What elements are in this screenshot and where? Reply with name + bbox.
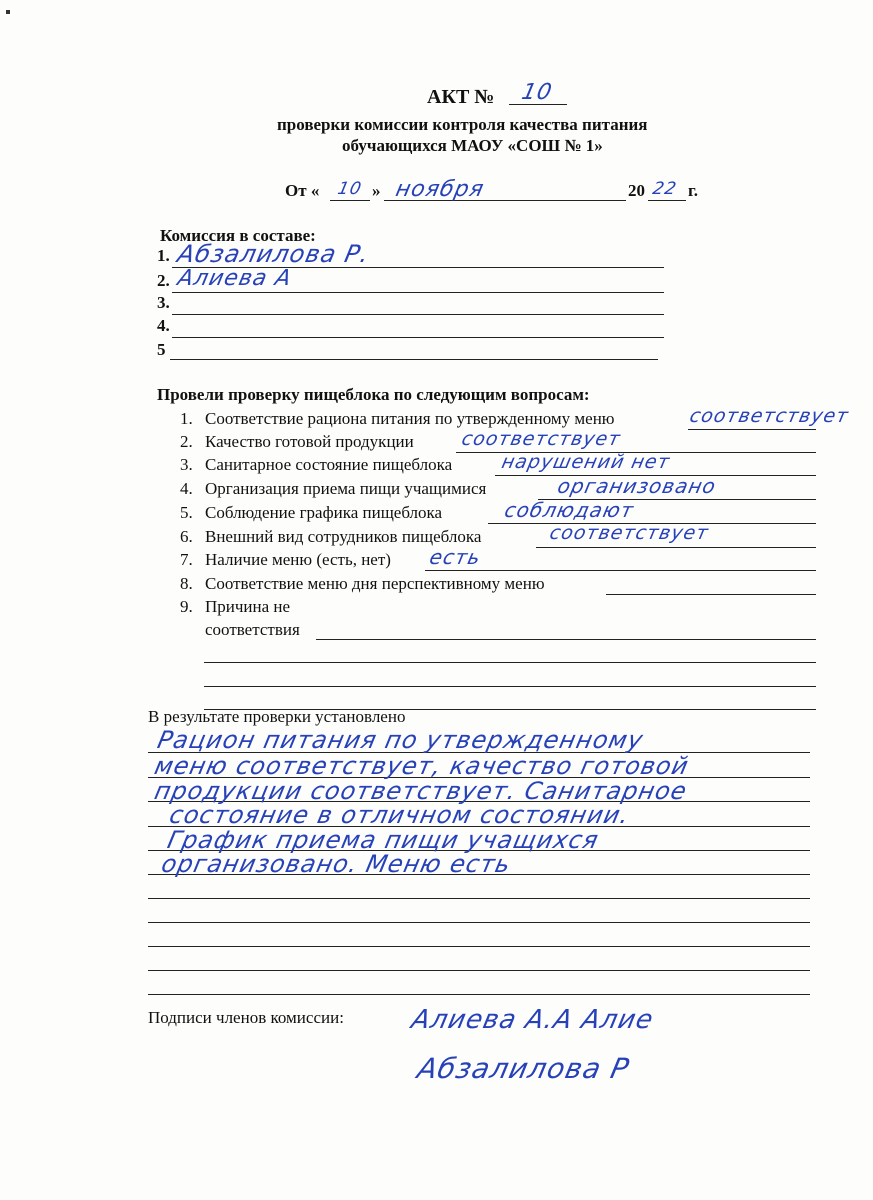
date-close-quote: » [372, 181, 381, 200]
subtitle-line-2: обучающихся МАОУ «СОШ № 1» [342, 136, 603, 155]
reason-line-3 [204, 686, 816, 687]
member-num-1: 1. [157, 246, 170, 265]
result-rule-7 [148, 898, 810, 899]
member-line-4 [172, 337, 664, 338]
item-answer-4: организовано [555, 474, 719, 498]
item-num-8: 8. [180, 574, 193, 593]
item-answer-1: соответствует [687, 405, 851, 427]
date-year-line [648, 200, 686, 201]
date-from-label: От « [285, 181, 320, 200]
item-label-6: Внешний вид сотрудников пищеблока [205, 527, 482, 546]
item-answer-7: есть [427, 545, 484, 569]
item-num-4: 4. [180, 479, 193, 498]
member-num-4: 4. [157, 316, 170, 335]
date-year-prefix: 20 [628, 181, 645, 200]
member-name-2: Алиева А [175, 266, 295, 291]
item-label-9b: соответствия [205, 620, 300, 639]
item-label-2: Качество готовой продукции [205, 432, 414, 451]
scan-mark [6, 10, 10, 14]
item-line-6 [536, 547, 816, 548]
item-label-4: Организация приема пищи учащимися [205, 479, 487, 498]
item-num-1: 1. [180, 409, 193, 428]
result-text-line-1: Рацион питания по утвержденному [155, 726, 647, 754]
result-text-line-6: организовано. Меню есть [159, 850, 514, 878]
date-day-line [330, 200, 370, 201]
result-rule-8 [148, 922, 810, 923]
result-rule-11 [148, 994, 810, 995]
item-line-9 [316, 639, 816, 640]
date-year-suffix: 22 [650, 179, 679, 199]
result-heading: В результате проверки установлено [148, 707, 406, 726]
member-line-2 [172, 292, 664, 293]
member-line-5 [170, 359, 658, 360]
item-num-9: 9. [180, 597, 193, 616]
item-line-1 [688, 429, 816, 430]
member-line-3 [172, 314, 664, 315]
member-name-1: Абзалилова Р. [175, 240, 373, 268]
commission-heading: Комиссия в составе: [160, 226, 316, 245]
act-label: АКТ № [427, 86, 495, 108]
item-label-9a: Причина не [205, 597, 291, 616]
result-text-line-4: состояние в отличном состоянии. [167, 801, 633, 829]
result-text-line-5: График приема пищи учащихся [165, 826, 602, 854]
item-label-7: Наличие меню (есть, нет) [205, 550, 391, 569]
item-num-3: 3. [180, 455, 193, 474]
item-label-1: Соответствие рациона питания по утвержденному меню [205, 409, 615, 428]
item-label-5: Соблюдение графика пищеблока [205, 503, 443, 522]
item-answer-3: нарушений нет [499, 451, 673, 473]
act-number: 10 [519, 80, 555, 105]
member-num-5: 5 [157, 340, 166, 359]
signature-2: Абзалилова Р [414, 1052, 633, 1085]
item-label-3: Санитарное состояние пищеблока [205, 455, 453, 474]
item-line-7 [425, 570, 816, 571]
result-rule-10 [148, 970, 810, 971]
reason-line-2 [204, 662, 816, 663]
date-month: ноября [393, 177, 487, 202]
signatures-label: Подписи членов комиссии: [148, 1008, 344, 1027]
item-label-8: Соответствие меню дня перспективному меню [205, 574, 545, 593]
item-num-6: 6. [180, 527, 193, 546]
item-num-5: 5. [180, 503, 193, 522]
item-num-7: 7. [180, 550, 193, 569]
item-num-2: 2. [180, 432, 193, 451]
subtitle-line-1: проверки комиссии контроля качества питания [277, 115, 648, 134]
result-text-line-2: меню соответствует, качество готовой [152, 752, 692, 780]
item-answer-2: соответствует [459, 428, 623, 450]
result-text-line-3: продукции соответствует. Санитарное [152, 777, 690, 805]
date-day: 10 [335, 179, 364, 199]
member-num-2: 2. [157, 271, 170, 290]
member-num-3: 3. [157, 293, 170, 312]
inspection-heading: Провели проверку пищеблока по следующим вопросам: [157, 385, 590, 404]
result-rule-9 [148, 946, 810, 947]
signature-1: Алиева А.А Алие [408, 1005, 657, 1035]
item-answer-5: соблюдают [502, 498, 637, 522]
item-line-8 [606, 594, 816, 595]
item-answer-6: соответствует [547, 522, 711, 544]
date-year-end: г. [688, 181, 699, 200]
